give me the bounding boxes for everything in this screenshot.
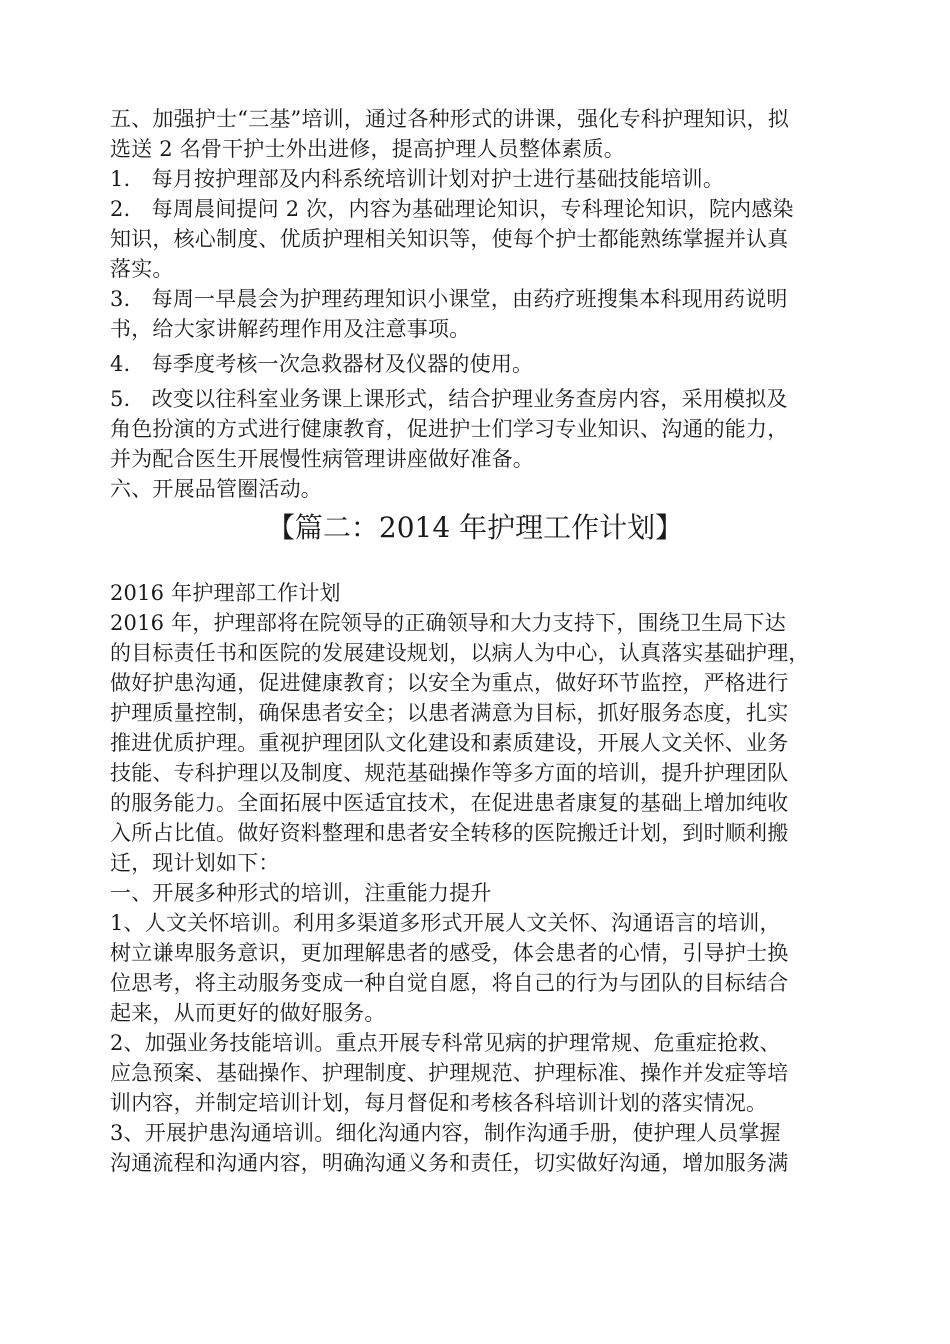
text-line: 2016 年，护理部将在院领导的正确领导和大力支持下，围绕卫生局下达 bbox=[110, 611, 786, 635]
text-line: 树立谦卑服务意识，更加理解患者的感受，体会患者的心情，引导护士换 bbox=[110, 941, 789, 965]
text-line: 知识，核心制度、优质护理相关知识等，使每个护士都能熟练掌握并认真 bbox=[110, 227, 789, 251]
text-line: 迁，现计划如下： bbox=[110, 851, 280, 875]
heading-line: 一、开展多种形式的培训，注重能力提升 bbox=[110, 881, 492, 905]
text-line: 书，给大家讲解药理作用及注意事项。 bbox=[110, 317, 471, 341]
text-line: 应急预案、基础操作、护理制度、护理规范、护理标准、操作并发症等培 bbox=[110, 1061, 789, 1085]
list-item: 2. 每周晨间提问 2 次，内容为基础理论知识，专科理论知识，院内感染 bbox=[110, 197, 794, 221]
text-line: 六、开展品管圈活动。 bbox=[110, 477, 322, 501]
list-item: 5. 改变以往科室业务课上课形式，结合护理业务查房内容，采用模拟及 bbox=[110, 387, 788, 411]
text-line: 角色扮演的方式进行健康教育，促进护士们学习专业知识、沟通的能力， bbox=[110, 417, 789, 441]
text-line: 的服务能力。全面拓展中医适宜技术，在促进患者康复的基础上增加纯收 bbox=[110, 791, 789, 815]
list-item: 2、加强业务技能培训。重点开展专科常见病的护理常规、危重症抢救、 bbox=[110, 1031, 781, 1055]
text-line: 的目标责任书和医院的发展建设规划，以病人为中心，认真落实基础护理， bbox=[110, 641, 810, 665]
text-line: 沟通流程和沟通内容，明确沟通义务和责任，切实做好沟通，增加服务满 bbox=[110, 1151, 789, 1175]
text-line: 护理质量控制，确保患者安全；以患者满意为目标，抓好服务态度，扎实 bbox=[110, 701, 789, 725]
list-item: 1、人文关怀培训。利用多渠道多形式开展人文关怀、沟通语言的培训， bbox=[110, 911, 781, 935]
text-line: 入所占比值。做好资料整理和患者安全转移的医院搬迁计划，到时顺利搬 bbox=[110, 821, 789, 845]
text-line: 起来，从而更好的做好服务。 bbox=[110, 1001, 386, 1025]
list-item: 3、开展护患沟通培训。细化沟通内容，制作沟通手册，使护理人员掌握 bbox=[110, 1121, 781, 1145]
document-page bbox=[110, 104, 870, 1178]
doc-subtitle: 2016 年护理部工作计划 bbox=[110, 581, 341, 605]
text-line: 并为配合医生开展慢性病管理讲座做好准备。 bbox=[110, 447, 534, 471]
text-line: 位思考，将主动服务变成一种自觉自愿，将自己的行为与团队的目标结合 bbox=[110, 971, 789, 995]
text-line: 做好护患沟通，促进健康教育；以安全为重点，做好环节监控，严格进行 bbox=[110, 671, 789, 695]
text-line: 推进优质护理。重视护理团队文化建设和素质建设，开展人文关怀、业务 bbox=[110, 731, 789, 755]
text-line: 选送 2 名骨干护士外出进修，提高护理人员整体素质。 bbox=[110, 137, 625, 161]
text-line: 技能、专科护理以及制度、规范基础操作等多方面的培训，提升护理团队 bbox=[110, 761, 789, 785]
text-line: 训内容，并制定培训计划，每月督促和考核各科培训计划的落实情况。 bbox=[110, 1091, 768, 1115]
text-line: 落实。 bbox=[110, 257, 174, 281]
list-item: 1. 每月按护理部及内科系统培训计划对护士进行基础技能培训。 bbox=[110, 167, 725, 191]
list-item: 4. 每季度考核一次急救器材及仪器的使用。 bbox=[110, 352, 534, 376]
text-line: 五、加强护士“三基”培训，通过各种形式的讲课，强化专科护理知识，拟 bbox=[110, 107, 790, 131]
list-item: 3. 每周一早晨会为护理药理知识小课堂，由药疗班搜集本科现用药说明 bbox=[110, 287, 788, 311]
section-title: 【篇二：2014 年护理工作计划】 bbox=[266, 511, 684, 544]
